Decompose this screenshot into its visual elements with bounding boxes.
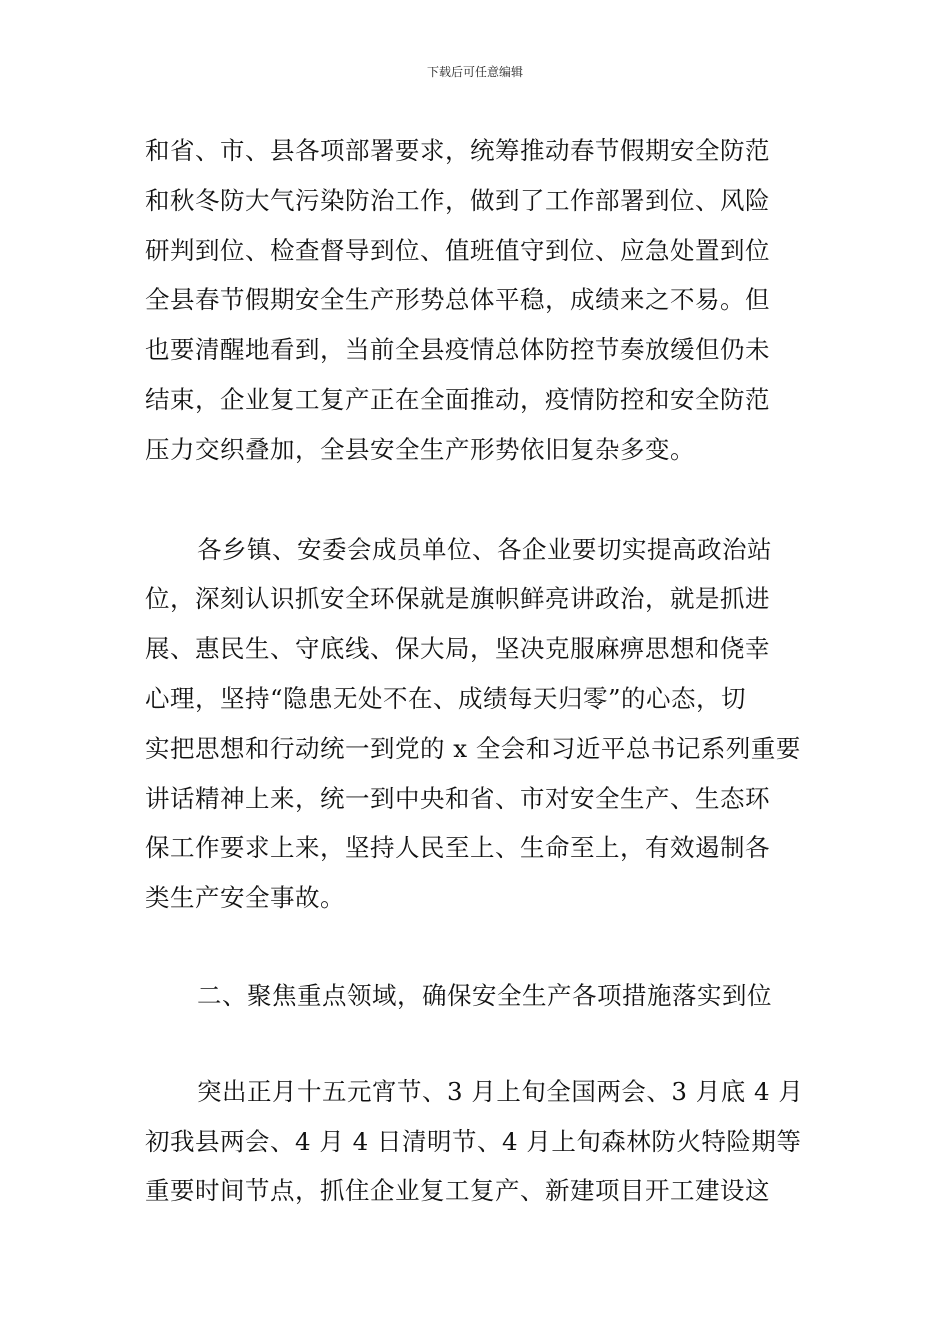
paragraph-4 [145, 1067, 815, 1216]
text-line: 保工作要求上来，坚持人民至上、生命至上，有效遏制各 [145, 833, 770, 863]
text-line: 和秋冬防大气污染防治工作，做到了工作部署到位、风险 [145, 185, 770, 215]
page-header: 下载后可任意编辑 [426, 65, 523, 79]
paragraph-2 [145, 525, 815, 923]
paragraph-spacer [145, 475, 815, 525]
text-line: 重要时间节点，抓住企业复工复产、新建项目开工建设这 [145, 1176, 770, 1206]
paragraph-1 [145, 126, 815, 475]
text-line: 讲话精神上来，统一到中央和省、市对安全生产、生态环 [145, 783, 770, 813]
text-line: 位，深刻认识抓安全环保就是旗帜鲜亮讲政治，就是抓进 [145, 584, 770, 614]
paragraph-spacer [145, 923, 815, 971]
text-line: 初我县两会、4 月 4 日清明节、4 月上旬森林防火特险期等 [145, 1126, 802, 1156]
text-line: 心理，坚持“隐患无处不在、成绩每天归零”的心态，切 [145, 683, 747, 713]
text-line: 类生产安全事故。 [145, 883, 345, 913]
text-line: 和省、市、县各项部署要求，统筹推动春节假期安全防范 [145, 136, 770, 165]
text-line: 实把思想和行动统一到党的 x 全会和习近平总书记系列重要 [145, 733, 801, 763]
document-body [145, 126, 815, 1216]
text-line: 突出正月十五元宵节、3 月上旬全国两会、3 月底 4 月 [197, 1076, 804, 1106]
text-line: 展、惠民生、守底线、保大局，坚决克服麻痹思想和侥幸 [145, 634, 770, 664]
text-line: 也要清醒地看到，当前全县疫情总体防控节奏放缓但仍未 [145, 335, 770, 365]
section-heading [145, 971, 815, 1021]
text-line: 研判到位、检查督导到位、值班值守到位、应急处置到位 [145, 235, 770, 265]
text-line: 各乡镇、安委会成员单位、各企业要切实提高政治站 [197, 534, 772, 564]
text-line: 压力交织叠加，全县安全生产形势依旧复杂多变。 [145, 434, 695, 464]
section-heading-text: 二、聚焦重点领域，确保安全生产各项措施落实到位 [197, 980, 772, 1010]
paragraph-spacer [145, 1021, 815, 1067]
text-line: 全县春节假期安全生产形势总体平稳，成绩来之不易。但 [145, 285, 770, 315]
text-line: 结束，企业复工复产正在全面推动，疫情防控和安全防范 [145, 384, 770, 414]
